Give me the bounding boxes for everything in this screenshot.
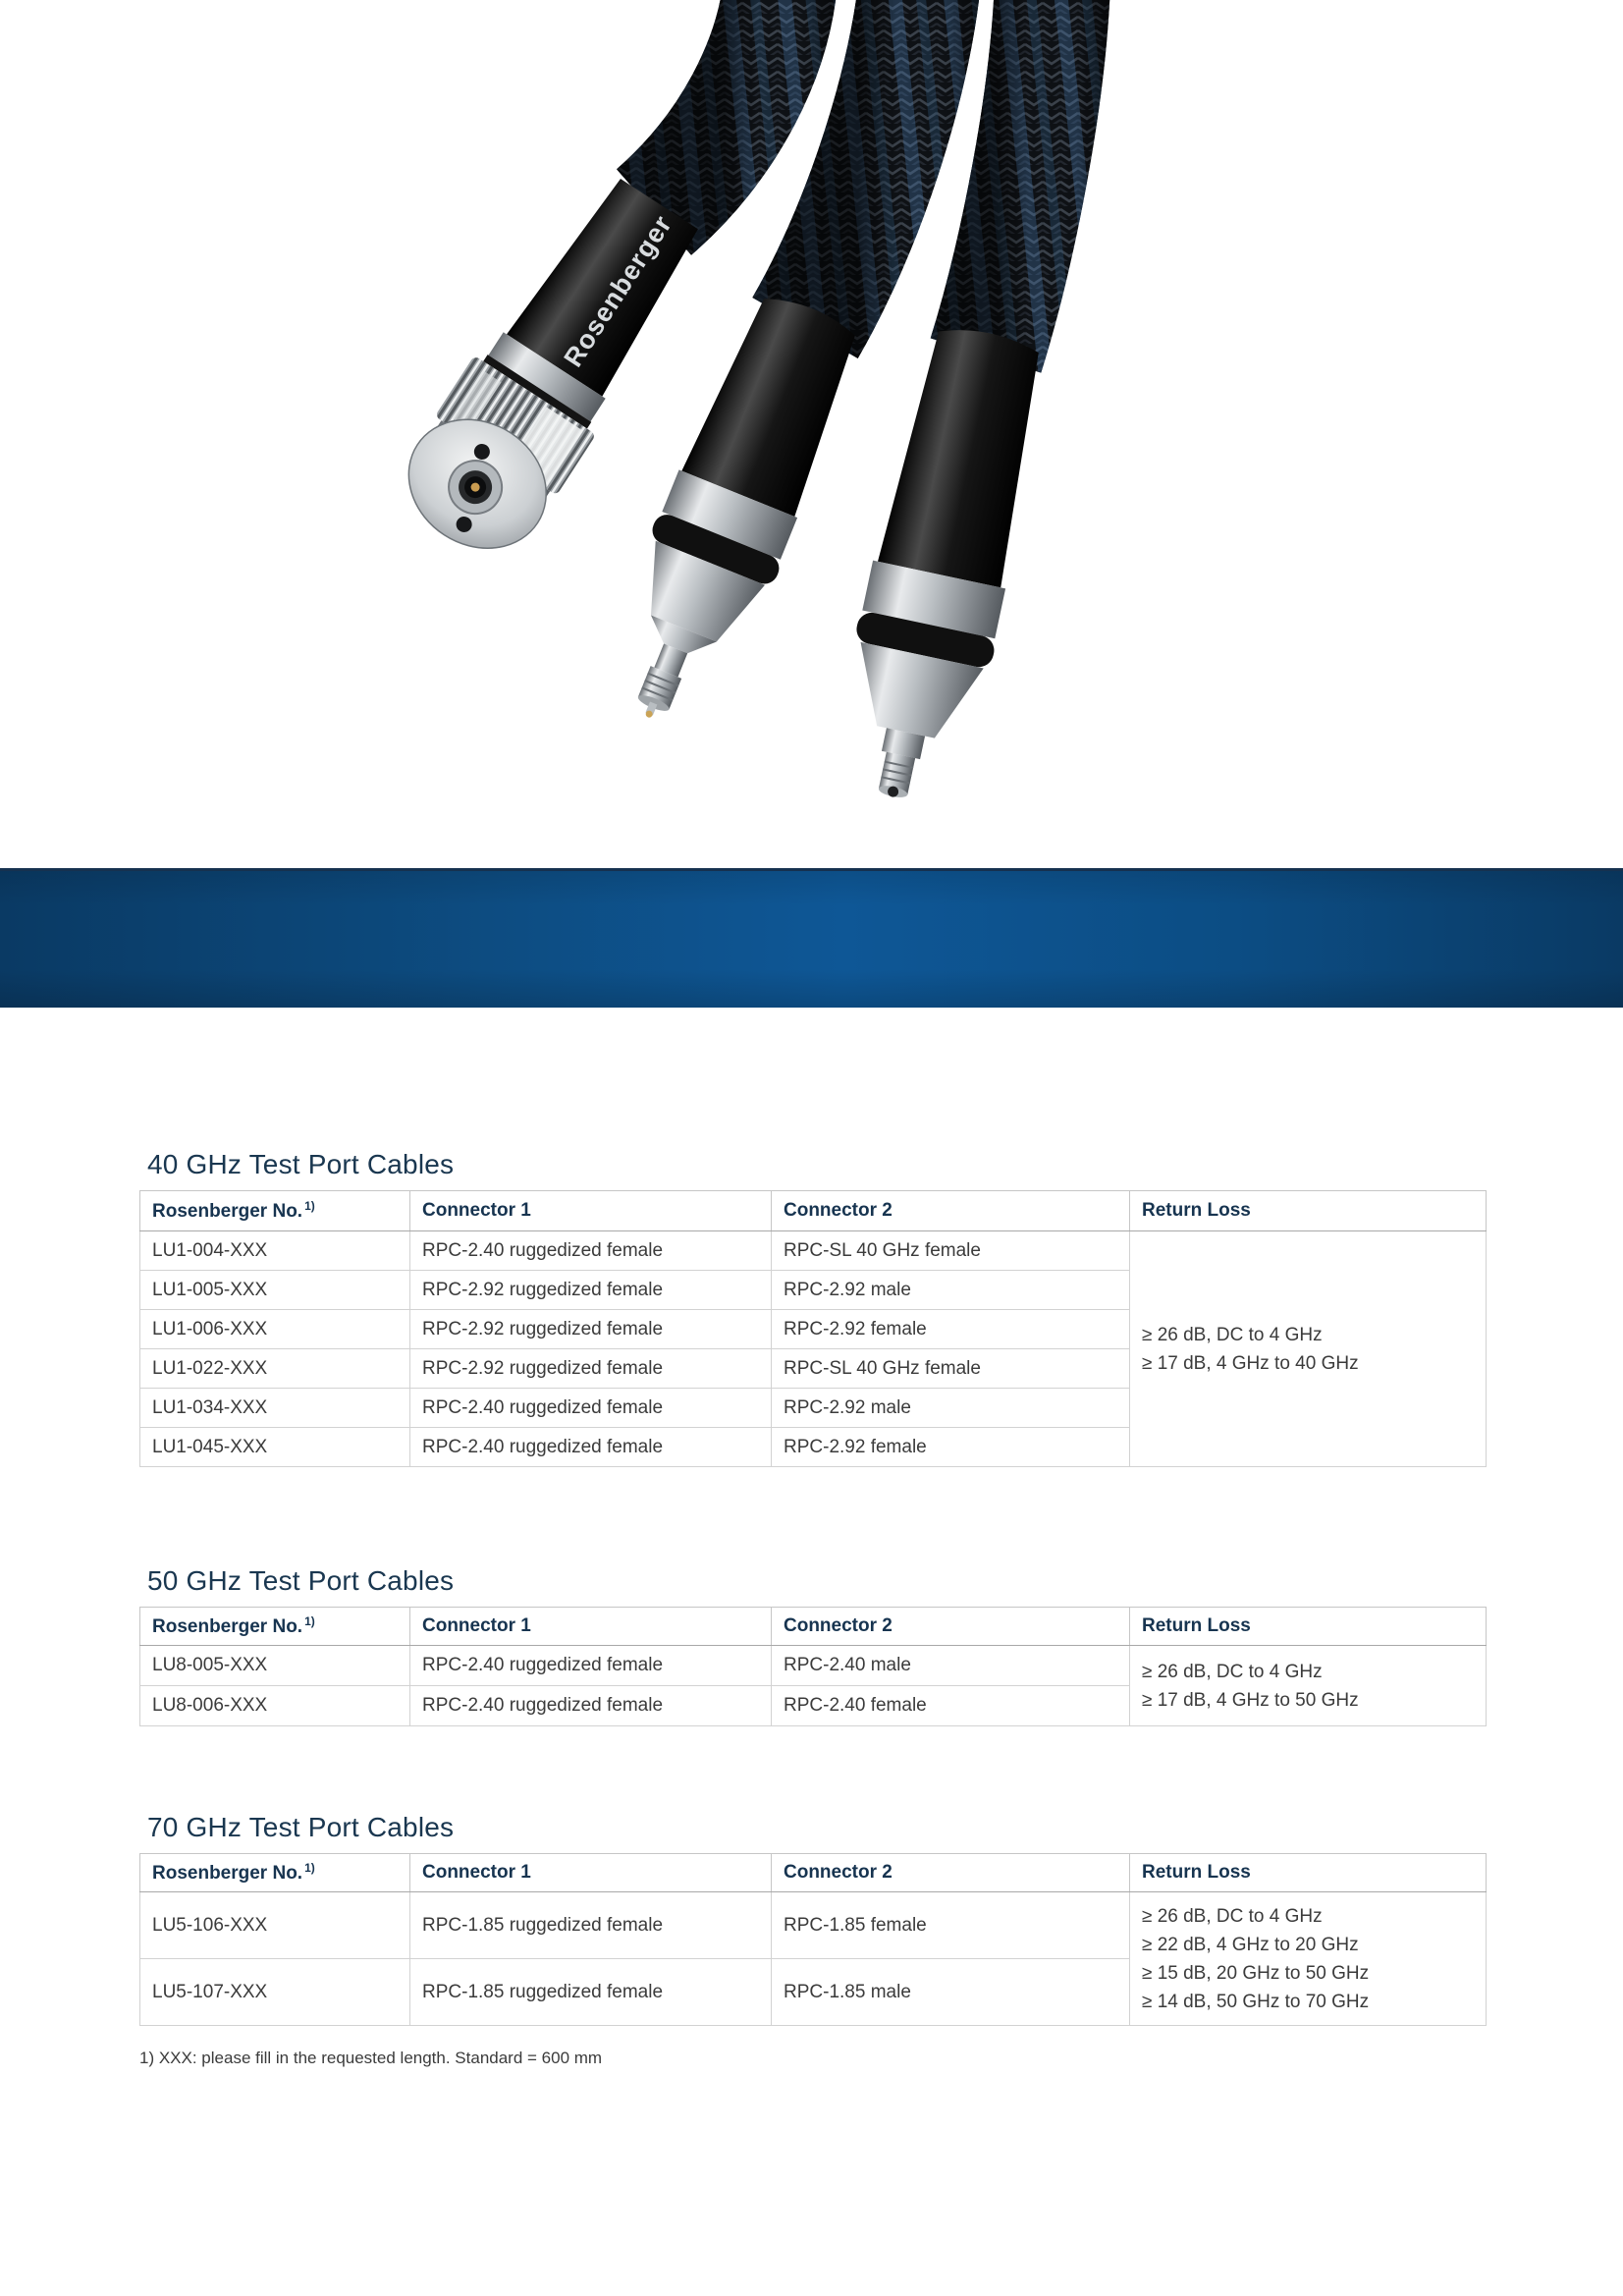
col-header-rosenberger-no: Rosenberger No. $^{1)}$ [140, 1191, 410, 1231]
col-header-connector1: Connector 1 [410, 1191, 772, 1231]
cable-table-70ghz [139, 1853, 1487, 2026]
table-cell: LU1-022-XXX [140, 1349, 410, 1389]
col-header-rosenberger-no: Rosenberger No. $^{1)}$ [140, 1854, 410, 1892]
section-title: 50 GHz Test Port Cables [147, 1565, 455, 1596]
header-row [140, 1608, 1487, 1646]
table-cell: RPC-2.92 female [772, 1428, 1130, 1467]
table-cell: RPC-2.40 male [772, 1646, 1130, 1686]
table-cell: LU1-034-XXX [140, 1389, 410, 1428]
table-cell: RPC-1.85 ruggedized female [410, 1892, 772, 1959]
header-row [140, 1854, 1487, 1892]
table-cell: RPC-2.40 female [772, 1686, 1130, 1726]
table-cell: LU1-006-XXX [140, 1310, 410, 1349]
return-loss-line: ≥ 22 dB, 4 GHz to 20 GHz [1142, 1934, 1359, 1955]
col-header-connector2: Connector 2 [772, 1608, 1130, 1646]
cable-table-40ghz [139, 1190, 1487, 1467]
table-cell: LU1-005-XXX [140, 1271, 410, 1310]
table-cell: RPC-1.85 male [772, 1959, 1130, 2026]
table-cell: RPC-2.40 ruggedized female [410, 1428, 772, 1467]
table-cell: RPC-2.92 ruggedized female [410, 1349, 772, 1389]
connector-female [824, 319, 1058, 811]
table-cell: RPC-2.92 ruggedized female [410, 1271, 772, 1310]
table-cell: RPC-1.85 ruggedized female [410, 1959, 772, 2026]
return-loss-cell [1130, 1646, 1487, 1726]
table-cell: RPC-2.40 ruggedized female [410, 1389, 772, 1428]
footnote-ref: 1) [304, 1861, 315, 1875]
col-header-connector1: Connector 1 [410, 1854, 772, 1892]
col-header-connector2: Connector 2 [772, 1854, 1130, 1892]
return-loss-line: ≥ 17 dB, 4 GHz to 50 GHz [1142, 1689, 1359, 1711]
table-cell: LU8-005-XXX [140, 1646, 410, 1686]
footnote-ref: 1) [304, 1199, 315, 1213]
table-cell: RPC-1.85 female [772, 1892, 1130, 1959]
table-cell: RPC-SL 40 GHz female [772, 1231, 1130, 1271]
table-cell: RPC-2.92 female [772, 1310, 1130, 1349]
table-cell: RPC-2.40 ruggedized female [410, 1686, 772, 1726]
table-cell: RPC-2.40 ruggedized female [410, 1231, 772, 1271]
return-loss-line: ≥ 15 dB, 20 GHz to 50 GHz [1142, 1962, 1370, 1984]
col-header-return-loss: Return Loss [1130, 1191, 1487, 1231]
return-loss-line: ≥ 26 dB, DC to 4 GHz [1142, 1905, 1323, 1927]
cable-table-50ghz [139, 1607, 1487, 1726]
table-row [140, 1892, 1487, 1959]
return-loss-cell [1130, 1892, 1487, 2026]
return-loss-line: ≥ 26 dB, DC to 4 GHz [1142, 1661, 1323, 1682]
col-header-connector2: Connector 2 [772, 1191, 1130, 1231]
table-cell: LU8-006-XXX [140, 1686, 410, 1726]
table-cell: RPC-2.92 ruggedized female [410, 1310, 772, 1349]
table-cell: RPC-2.40 ruggedized female [410, 1646, 772, 1686]
table-cell: LU5-106-XXX [140, 1892, 410, 1959]
table-cell: LU1-004-XXX [140, 1231, 410, 1271]
table-cell: RPC-2.92 male [772, 1389, 1130, 1428]
footnote-ref: 1) [304, 1614, 315, 1628]
section-title: 40 GHz Test Port Cables [147, 1149, 455, 1179]
col-header-connector1: Connector 1 [410, 1608, 772, 1646]
table-cell: RPC-SL 40 GHz female [772, 1349, 1130, 1389]
return-loss-line: ≥ 17 dB, 4 GHz to 40 GHz [1142, 1352, 1359, 1374]
connector-male [586, 284, 875, 742]
section-50ghz [139, 1565, 1487, 1726]
section-40ghz [139, 1149, 1487, 1467]
table-row [140, 1231, 1487, 1271]
product-photo [0, 0, 1623, 868]
col-header-rosenberger-no: Rosenberger No. $^{1)}$ [140, 1608, 410, 1646]
header-row [140, 1191, 1487, 1231]
return-loss-line: ≥ 14 dB, 50 GHz to 70 GHz [1142, 1991, 1370, 2012]
braided-cable-left [654, 0, 781, 212]
col-header-return-loss: Return Loss [1130, 1854, 1487, 1892]
braided-cable-right [986, 0, 1053, 355]
table-row [140, 1646, 1487, 1686]
table-cell: RPC-2.92 male [772, 1271, 1130, 1310]
brand-text: Rosenberger [558, 209, 678, 372]
return-loss-line: ≥ 26 dB, DC to 4 GHz [1142, 1324, 1323, 1345]
table-cell: LU1-045-XXX [140, 1428, 410, 1467]
section-title: 70 GHz Test Port Cables [147, 1812, 455, 1842]
return-loss-cell [1130, 1231, 1487, 1467]
table-cell: LU5-107-XXX [140, 1959, 410, 2026]
footnote: 1) XXX: please fill in the requested length. Standard = 600 mm [139, 2049, 603, 2067]
section-70ghz [139, 1812, 1487, 2026]
blue-banner [0, 868, 1623, 1008]
col-header-return-loss: Return Loss [1130, 1608, 1487, 1646]
